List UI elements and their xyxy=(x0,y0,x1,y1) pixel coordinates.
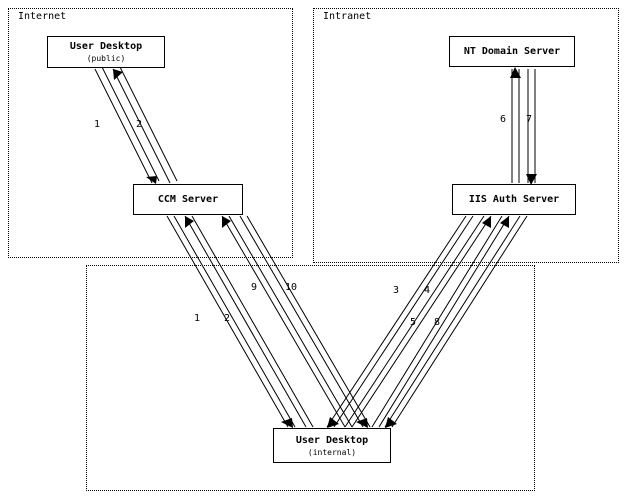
zone-intranet-label: Intranet xyxy=(323,11,372,22)
edge-label-4: 4 xyxy=(424,285,431,296)
edge-label-6: 6 xyxy=(500,114,507,125)
edge-label-8: 8 xyxy=(434,317,441,328)
zone-internet-label: Internet xyxy=(18,11,67,22)
node-title: CCM Server xyxy=(157,194,219,205)
node-subtitle: (internal) xyxy=(307,447,357,457)
node-title: User Desktop xyxy=(69,41,143,52)
edge-label-5: 5 xyxy=(410,317,417,328)
node-iis-auth-server[interactable] xyxy=(452,184,576,215)
edge-label-2-public: 2 xyxy=(136,119,143,130)
node-user-desktop-internal[interactable] xyxy=(273,428,391,463)
node-title: NT Domain Server xyxy=(463,46,561,57)
edge-label-7: 7 xyxy=(526,114,533,125)
edge-label-9: 9 xyxy=(251,282,258,293)
node-ccm-server[interactable] xyxy=(133,184,243,215)
node-title: IIS Auth Server xyxy=(468,194,560,205)
edge-label-3: 3 xyxy=(393,285,400,296)
edge-label-1-public: 1 xyxy=(94,119,101,130)
edge-label-2-internal: 2 xyxy=(224,313,231,324)
node-subtitle: (public) xyxy=(86,54,126,63)
node-user-desktop-public[interactable] xyxy=(47,36,165,68)
node-nt-domain-server[interactable] xyxy=(449,36,575,67)
node-title: User Desktop xyxy=(295,434,369,446)
edge-label-10: 10 xyxy=(285,282,298,293)
edge-label-1-internal: 1 xyxy=(194,313,201,324)
